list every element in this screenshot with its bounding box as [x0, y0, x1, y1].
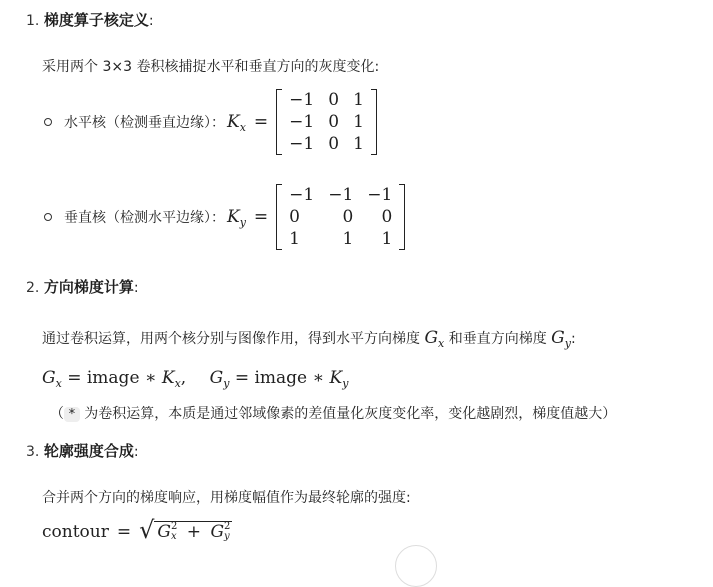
matrix-cell: 1 [289, 229, 300, 249]
section-3-heading [26, 440, 139, 461]
intro-text: 和垂直方向梯度 [448, 331, 547, 347]
matrix-cell: 1 [353, 134, 364, 154]
bullet-icon [44, 118, 52, 126]
kernel-subscript: x [239, 121, 246, 134]
matrix-cell: 0 [328, 112, 340, 132]
matrix-cell: 1 [353, 112, 364, 132]
math-symbol: G [424, 328, 439, 348]
sqrt-body [154, 521, 232, 543]
kernel-matrix-x [276, 89, 377, 155]
gradient-equation [42, 368, 348, 388]
matrix-cell: 0 [328, 90, 340, 110]
colon: : [570, 331, 576, 347]
right-bracket [399, 184, 405, 250]
matrix-cell: 0 [342, 207, 354, 227]
inline-code: * [64, 407, 80, 422]
convolution-note [50, 403, 616, 423]
math-symbol: G [210, 521, 225, 542]
note-text: 为卷积运算，本质是通过邻域像素的差值量化灰度变化率，变化越剧烈，梯度值越大） [84, 406, 617, 422]
section-title: 方向梯度计算 [43, 278, 134, 296]
math-symbol: K [161, 368, 175, 388]
math-symbol: K [329, 368, 343, 388]
matrix-cell: −1 [289, 185, 315, 205]
kernel-subscript: y [239, 216, 246, 229]
matrix-cell: 1 [381, 229, 393, 249]
math-subscript: y [564, 337, 571, 350]
kernel-matrix-y [276, 184, 405, 250]
matrix-cell: 0 [328, 134, 340, 154]
math-text: contour [42, 522, 109, 542]
kernel-symbol: K [227, 112, 240, 132]
matrix-cell: −1 [367, 185, 393, 205]
intro-text: 通过卷积运算，用两个核分别与图像作用，得到水平方向梯度 [42, 331, 420, 347]
matrix-cell: −1 [289, 112, 315, 132]
matrix-cell: 1 [353, 90, 364, 110]
list-number: 2. [26, 280, 40, 296]
section-3-intro: 合并两个方向的梯度响应，用梯度幅值作为最终轮廓的强度: [42, 490, 411, 506]
matrix-cell: −1 [328, 185, 354, 205]
matrix-cell: −1 [289, 90, 315, 110]
math-subscript: y [342, 377, 349, 390]
section-2-intro [42, 328, 576, 348]
math-symbol: G [42, 368, 56, 388]
kernel-label: 垂直核（检测水平边缘）： [64, 210, 225, 226]
kernel-item-x [44, 89, 377, 155]
math-operator: = image ∗ [67, 368, 157, 388]
colon: : [133, 444, 139, 460]
right-bracket [371, 89, 377, 155]
bullet-icon [44, 213, 52, 221]
left-bracket [276, 184, 282, 250]
equals-sign: = [253, 207, 269, 227]
section-1-heading [26, 9, 154, 30]
equals-sign: = [116, 522, 132, 542]
colon: : [133, 280, 139, 296]
math-subscript: x [55, 377, 62, 390]
matrix-cell: 1 [342, 229, 354, 249]
matrix-cell: 0 [381, 207, 393, 227]
section-title: 梯度算子核定义 [43, 11, 149, 29]
math-operator: = image ∗ [234, 368, 325, 388]
section-1-intro: 采用两个 3×3 卷积核捕捉水平和垂直方向的灰度变化: [42, 59, 380, 75]
math-superscript: 2 [171, 521, 178, 532]
plus-sign: + [186, 521, 202, 542]
math-subscript: x [171, 531, 177, 542]
math-symbol: G [551, 328, 565, 348]
math-subscript: x [438, 337, 445, 350]
matrix-cell: 0 [289, 207, 300, 227]
comma: , [180, 368, 187, 388]
equals-sign: = [253, 112, 269, 132]
math-symbol: G [209, 368, 224, 388]
paren: （ [50, 406, 64, 422]
list-number: 3. [26, 444, 40, 460]
contour-formula [42, 518, 232, 542]
section-2-heading [26, 276, 139, 297]
section-title: 轮廓强度合成 [43, 442, 134, 460]
kernel-item-y [44, 184, 405, 250]
kernel-label: 水平核（检测垂直边缘）： [64, 115, 225, 131]
scroll-button-partial[interactable] [395, 545, 437, 587]
math-symbol: G [157, 521, 171, 542]
colon: : [148, 13, 154, 29]
math-subscript: y [224, 531, 230, 542]
list-number: 1. [26, 13, 40, 29]
sqrt-icon: √ [139, 516, 155, 544]
matrix-cell: −1 [289, 134, 315, 154]
kernel-symbol: K [227, 207, 240, 227]
left-bracket [276, 89, 282, 155]
math-subscript: y [223, 377, 230, 390]
math-superscript: 2 [224, 521, 231, 532]
math-subscript: x [174, 377, 181, 390]
